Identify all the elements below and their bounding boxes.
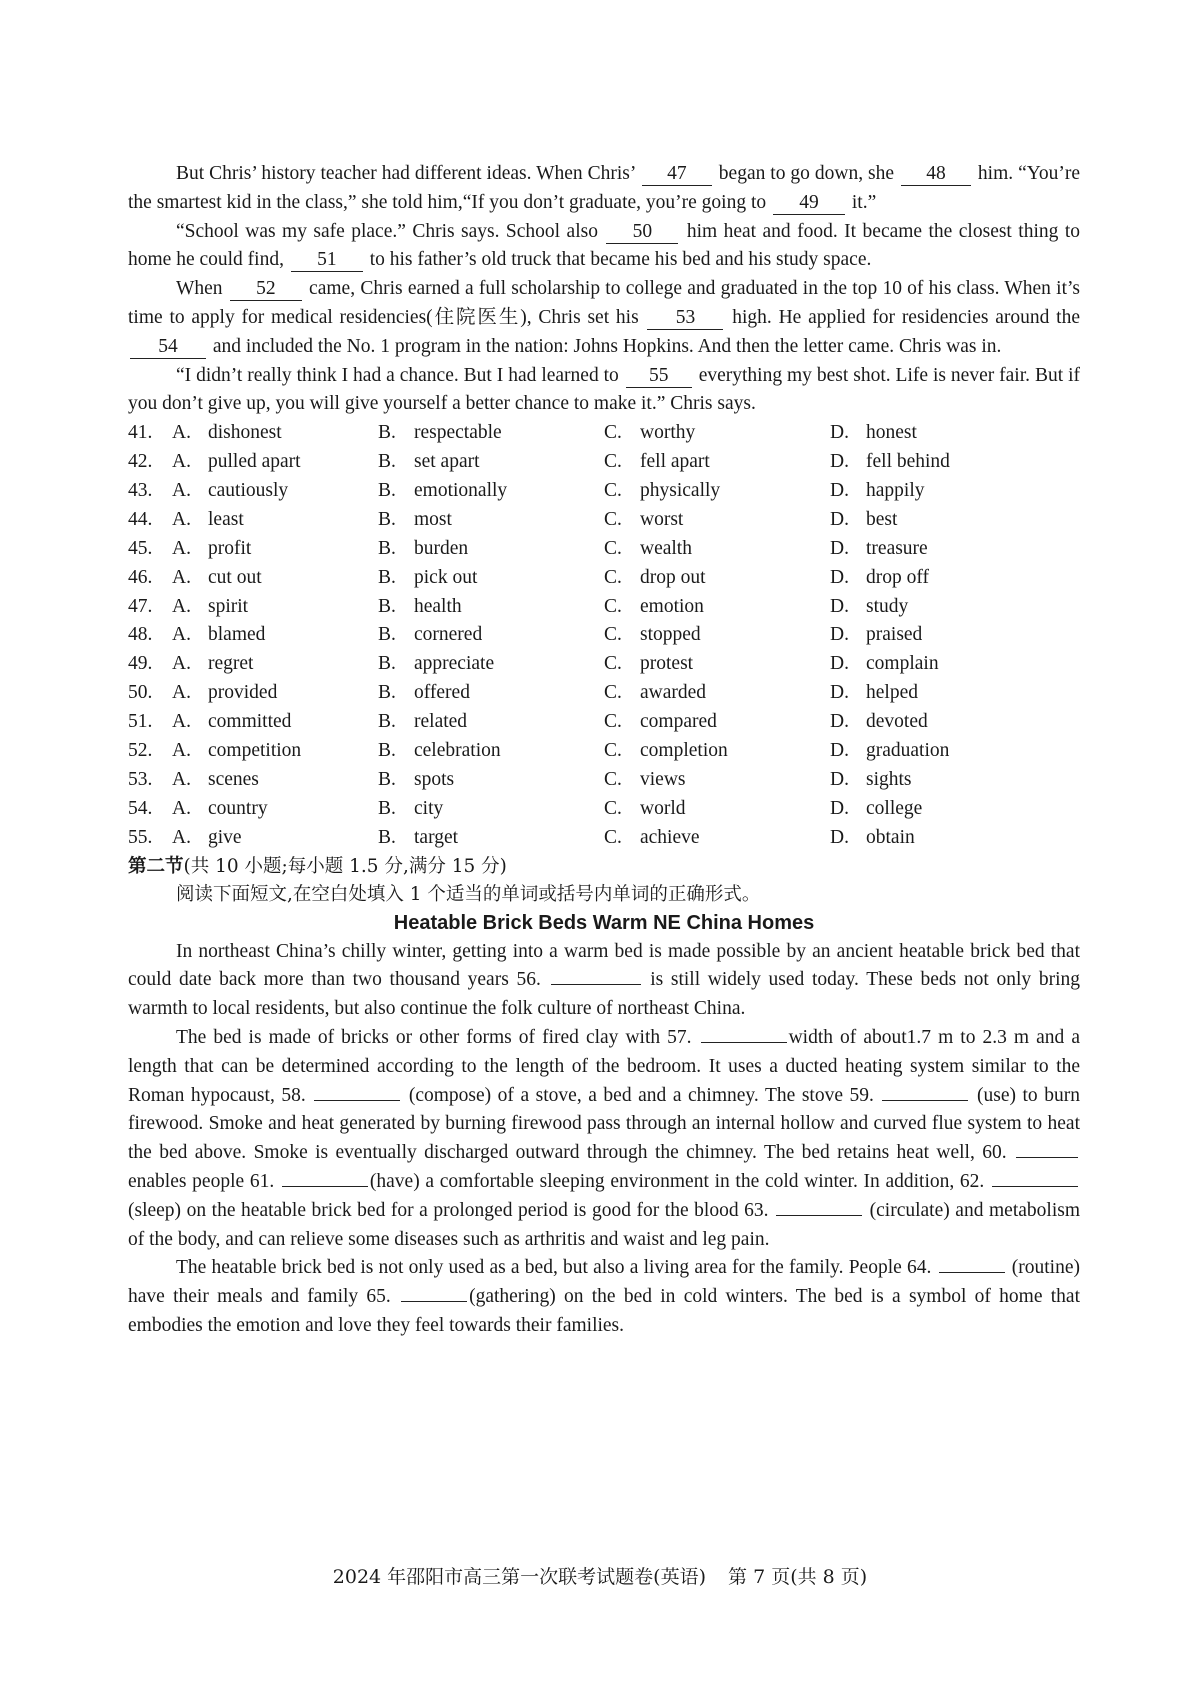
option-text: set apart [414,451,480,473]
option-text: world [640,797,686,819]
option-letter: D. [830,537,849,559]
answer-blank[interactable] [642,163,712,186]
cloze-paragraph: “School was my safe place.” Chris says. School also 50 him heat and food. It became the closest thing to home he could find, 51 to his father’s old truck that became his bed and his study space. [128,220,1080,271]
option-d[interactable] [830,419,1056,448]
blank-number: 47 [667,163,687,184]
option-letter: B. [378,653,396,675]
option-a[interactable] [172,535,378,564]
question-number: 42. [128,451,153,473]
option-c[interactable] [604,795,830,824]
option-a[interactable] [172,650,378,679]
option-text: completion [640,739,728,761]
option-letter: C. [604,711,622,733]
question-number: 44. [128,508,153,530]
option-text: praised [866,624,923,646]
option-letter: A. [172,479,191,501]
option-text: least [208,508,244,530]
option-letter: B. [378,566,396,588]
option-letter: C. [604,566,622,588]
option-d[interactable] [830,708,1056,737]
option-text: study [866,595,909,617]
option-c[interactable] [604,824,830,853]
page-footer [0,1562,1200,1589]
option-b[interactable] [378,679,604,708]
option-letter: B. [378,479,396,501]
option-letter: A. [172,739,191,761]
option-letter: A. [172,451,191,473]
option-a[interactable] [172,708,378,737]
question-row [128,708,1080,737]
answer-blank[interactable] [882,1100,968,1101]
answer-blank[interactable] [401,1301,467,1302]
blank-number: 48 [926,163,946,184]
option-text: dishonest [208,422,282,444]
question-number: 55. [128,826,153,848]
option-letter: B. [378,624,396,646]
option-d[interactable] [830,824,1056,853]
option-letter: A. [172,566,191,588]
option-text: helped [866,682,918,704]
option-text: most [414,508,452,530]
option-letter: C. [604,451,622,473]
cloze-paragraph: “I didn’t really think I had a chance. But I had learned to 55 everything my best shot. Life is never fair. But if you don’t give up, you will give yourself a better chance to make it.” Chris says. [128,364,1080,415]
option-text: views [640,768,686,790]
option-text: regret [208,653,254,675]
option-letter: A. [172,768,191,790]
option-d[interactable] [830,477,1056,506]
option-text: devoted [866,711,928,733]
option-text: worst [640,508,684,530]
option-c[interactable] [604,766,830,795]
option-letter: D. [830,508,849,530]
option-text: treasure [866,537,928,559]
blank-number: 50 [632,220,653,242]
question-row [128,448,1080,477]
blank-number: 52 [256,278,276,300]
answer-blank[interactable] [291,249,363,272]
option-b[interactable] [378,448,604,477]
option-letter: A. [172,826,191,848]
option-letter: A. [172,682,191,704]
option-letter: B. [378,826,396,848]
cloze-passage [128,160,1080,419]
option-letter: B. [378,739,396,761]
option-c[interactable] [604,708,830,737]
section2-paragraph: The heatable brick bed is not only used as a bed, but also a living area for the family. People 64. (routine) have their meals and family 65. (gathering) on the bed in cold winters. The bed is a symbol of home that embodies the emotion and love they feel towards their families. [128,1257,1080,1336]
option-letter: D. [830,595,849,617]
option-letter: C. [604,537,622,559]
option-b[interactable] [378,593,604,622]
option-letter: C. [604,595,622,617]
question-row [128,766,1080,795]
answer-blank[interactable] [776,1215,862,1216]
question-number: 48. [128,624,153,646]
option-letter: B. [378,797,396,819]
option-text: protest [640,653,694,675]
option-b[interactable] [378,650,604,679]
section2-instruction: 阅读下面短文,在空白处填入 1 个适当的单词或括号内单词的正确形式。 [176,883,761,905]
option-letter: B. [378,451,396,473]
option-letter: D. [830,451,849,473]
question-number: 54. [128,797,153,819]
option-text: target [414,826,459,848]
answer-blank[interactable] [701,1042,787,1043]
question-row [128,564,1080,593]
option-letter: B. [378,711,396,733]
option-b[interactable] [378,506,604,535]
option-c[interactable] [604,650,830,679]
option-c[interactable] [604,506,830,535]
option-text: drop out [640,566,706,588]
answer-blank[interactable] [992,1186,1078,1187]
option-a[interactable] [172,737,378,766]
option-d[interactable] [830,593,1056,622]
option-letter: B. [378,508,396,530]
option-text: awarded [640,682,707,704]
option-text: best [866,508,898,530]
option-letter: D. [830,768,849,790]
option-text: competition [208,739,302,761]
option-d[interactable] [830,535,1056,564]
option-text: happily [866,479,925,501]
option-c[interactable] [604,477,830,506]
option-a[interactable] [172,448,378,477]
option-letter: C. [604,797,622,819]
option-text: wealth [640,537,692,559]
option-text: burden [414,537,469,559]
passage-title: Heatable Brick Beds Warm NE China Homes [393,911,815,934]
answer-blank[interactable] [282,1186,368,1187]
option-letter: C. [604,479,622,501]
question-number: 52. [128,739,153,761]
option-d[interactable] [830,564,1056,593]
option-letter: C. [604,422,622,444]
option-a[interactable] [172,593,378,622]
question-row [128,795,1080,824]
option-d[interactable] [830,506,1056,535]
option-text: physically [640,479,721,501]
question-number: 49. [128,653,153,675]
option-letter: D. [830,479,849,501]
question-row [128,535,1080,564]
option-c[interactable] [604,564,830,593]
option-letter: D. [830,422,849,444]
option-d[interactable] [830,766,1056,795]
question-row [128,506,1080,535]
option-letter: A. [172,422,191,444]
question-number: 47. [128,595,153,617]
answer-blank[interactable] [647,307,723,330]
blank-number: 55 [649,364,669,386]
answer-blank[interactable] [130,336,206,359]
option-text: complain [866,653,939,675]
option-a[interactable] [172,621,378,650]
option-text: drop off [866,566,930,588]
option-a[interactable] [172,506,378,535]
answer-blank[interactable] [1016,1157,1078,1158]
option-c[interactable] [604,448,830,477]
option-text: worthy [640,422,696,444]
option-letter: B. [378,595,396,617]
option-letter: A. [172,797,191,819]
option-text: emotion [640,595,704,617]
option-b[interactable] [378,766,604,795]
option-text: city [414,797,444,819]
option-letter: D. [830,566,849,588]
option-text: graduation [866,739,950,761]
section2-heading: 第二节(共 10 小题;每小题 1.5 分,满分 15 分) [128,855,507,877]
answer-blank[interactable] [314,1100,400,1101]
answer-blank[interactable] [773,192,845,215]
option-text: compared [640,711,717,733]
question-row [128,477,1080,506]
option-c[interactable] [604,621,830,650]
option-text: blamed [208,624,266,646]
option-b[interactable] [378,795,604,824]
option-letter: B. [378,768,396,790]
option-letter: A. [172,653,191,675]
option-text: respectable [414,422,502,444]
option-letter: C. [604,826,622,848]
option-a[interactable] [172,766,378,795]
option-text: cautiously [208,479,289,501]
option-text: stopped [640,624,701,646]
question-row [128,650,1080,679]
question-row [128,737,1080,766]
option-text: cornered [414,624,483,646]
footer-exam-title: 2024 年邵阳市高三第一次联考试题卷(英语) [332,1566,706,1588]
option-letter: A. [172,711,191,733]
answer-blank[interactable] [626,365,692,388]
option-d[interactable] [830,679,1056,708]
option-text: profit [208,537,252,559]
answer-blank[interactable] [551,984,641,985]
option-text: celebration [414,739,501,761]
question-number: 50. [128,682,153,704]
question-number: 45. [128,537,153,559]
option-text: offered [414,682,470,704]
option-d[interactable] [830,621,1056,650]
option-text: fell behind [866,451,950,473]
grammar-fill-passage [128,938,1080,1341]
blank-number: 49 [799,191,819,213]
option-text: related [414,711,468,733]
option-a[interactable] [172,824,378,853]
option-list [128,419,1080,852]
option-text: spirit [208,595,249,617]
option-letter: D. [830,624,849,646]
question-number: 41. [128,422,153,444]
option-letter: C. [604,768,622,790]
option-c[interactable] [604,535,830,564]
option-letter: D. [830,653,849,675]
question-row [128,679,1080,708]
option-text: obtain [866,826,915,848]
answer-blank[interactable] [939,1272,1005,1273]
cloze-paragraph: When 52 came, Chris earned a full scholarship to college and graduated in the top 10 of his class. When it’s time to apply for medical residencies(住院医生), Chris set his 53 high. He applied for residencies around the 54 and included the No. 1 program in the nation: Johns Hopkins. And then the letter came. Chris was in. [128,278,1080,357]
section2-paragraph: The bed is made of bricks or other forms of fired clay with 57. width of about1.7 m to 2.3 m and a length that can be determined according to the length of the bedroom. It uses a ducted heating system similar to the Roman hypocaust, 58. (compose) of a stove, a bed and a chimney. The stove 59. (use) to burn firewood. Smoke and heat generated by burning firewood pass through an internal hollow and curved flue system to heat the bed above. Smoke is eventually discharged outward through the chimney. The bed retains heat well, 60. enables people 61. (have) a comfortable sleeping environment in the cold winter. In addition, 62. (sleep) on the heatable brick bed for a prolonged period is good for the blood 63. (circulate) and metabolism of the body, and can relieve some diseases such as arthritis and waist and leg pain. [128,1026,1080,1250]
option-letter: A. [172,595,191,617]
option-text: give [208,826,242,848]
option-text: health [414,595,462,617]
option-letter: B. [378,537,396,559]
option-a[interactable] [172,795,378,824]
option-c[interactable] [604,593,830,622]
option-letter: A. [172,537,191,559]
option-letter: C. [604,739,622,761]
option-letter: A. [172,508,191,530]
question-row [128,419,1080,448]
option-b[interactable] [378,419,604,448]
option-b[interactable] [378,737,604,766]
option-d[interactable] [830,650,1056,679]
option-text: spots [414,768,455,790]
option-text: pick out [414,566,478,588]
question-number: 43. [128,479,153,501]
option-letter: B. [378,682,396,704]
answer-blank[interactable] [606,221,678,244]
option-b[interactable] [378,535,604,564]
question-number: 51. [128,711,153,733]
option-text: fell apart [640,451,710,473]
option-text: emotionally [414,479,508,501]
option-text: cut out [208,566,262,588]
blank-number: 54 [158,335,178,357]
option-letter: D. [830,826,849,848]
blank-number: 51 [317,249,337,271]
section2-paragraph: In northeast China’s chilly winter, getting into a warm bed is made possible by an ancient heatable brick bed that could date back more than two thousand years 56. is still widely used today. These beds not only bring warmth to local residents, but also continue the folk culture of northeast China. [128,940,1080,1020]
answer-blank[interactable] [901,163,971,186]
question-row [128,824,1080,853]
option-d[interactable] [830,795,1056,824]
option-text: committed [208,711,292,733]
option-d[interactable] [830,737,1056,766]
option-b[interactable] [378,824,604,853]
answer-blank[interactable] [230,278,302,301]
option-b[interactable] [378,621,604,650]
option-letter: C. [604,653,622,675]
question-number: 46. [128,566,153,588]
option-letter: C. [604,682,622,704]
option-c[interactable] [604,737,830,766]
option-text: sights [866,768,912,790]
option-letter: D. [830,682,849,704]
option-letter: A. [172,624,191,646]
option-a[interactable] [172,679,378,708]
blank-number: 53 [675,306,696,328]
option-c[interactable] [604,679,830,708]
option-letter: D. [830,797,849,819]
option-b[interactable] [378,477,604,506]
option-letter: C. [604,624,622,646]
question-number: 53. [128,768,153,790]
option-b[interactable] [378,564,604,593]
option-text: achieve [640,826,700,848]
option-letter: B. [378,422,396,444]
option-a[interactable] [172,419,378,448]
question-row [128,593,1080,622]
option-b[interactable] [378,708,604,737]
option-text: provided [208,682,278,704]
option-text: pulled apart [208,451,301,473]
question-row [128,621,1080,650]
option-letter: D. [830,739,849,761]
option-a[interactable] [172,477,378,506]
cloze-paragraph: But Chris’ history teacher had different ideas. When Chris’ 47 began to go down, she 48 him. “You’re the smartest kid in the class,” she told him,“If you don’t graduate, you’re going to 49 it.” [128,163,1081,213]
option-text: country [208,797,268,819]
option-text: honest [866,422,917,444]
option-text: appreciate [414,653,495,675]
option-text: college [866,797,923,819]
option-letter: C. [604,508,622,530]
footer-page-number: 第 7 页(共 8 页) [728,1566,868,1588]
option-c[interactable] [604,419,830,448]
option-letter: D. [830,711,849,733]
option-text: scenes [208,768,259,790]
option-d[interactable] [830,448,1056,477]
option-a[interactable] [172,564,378,593]
exam-page [128,160,1080,1341]
